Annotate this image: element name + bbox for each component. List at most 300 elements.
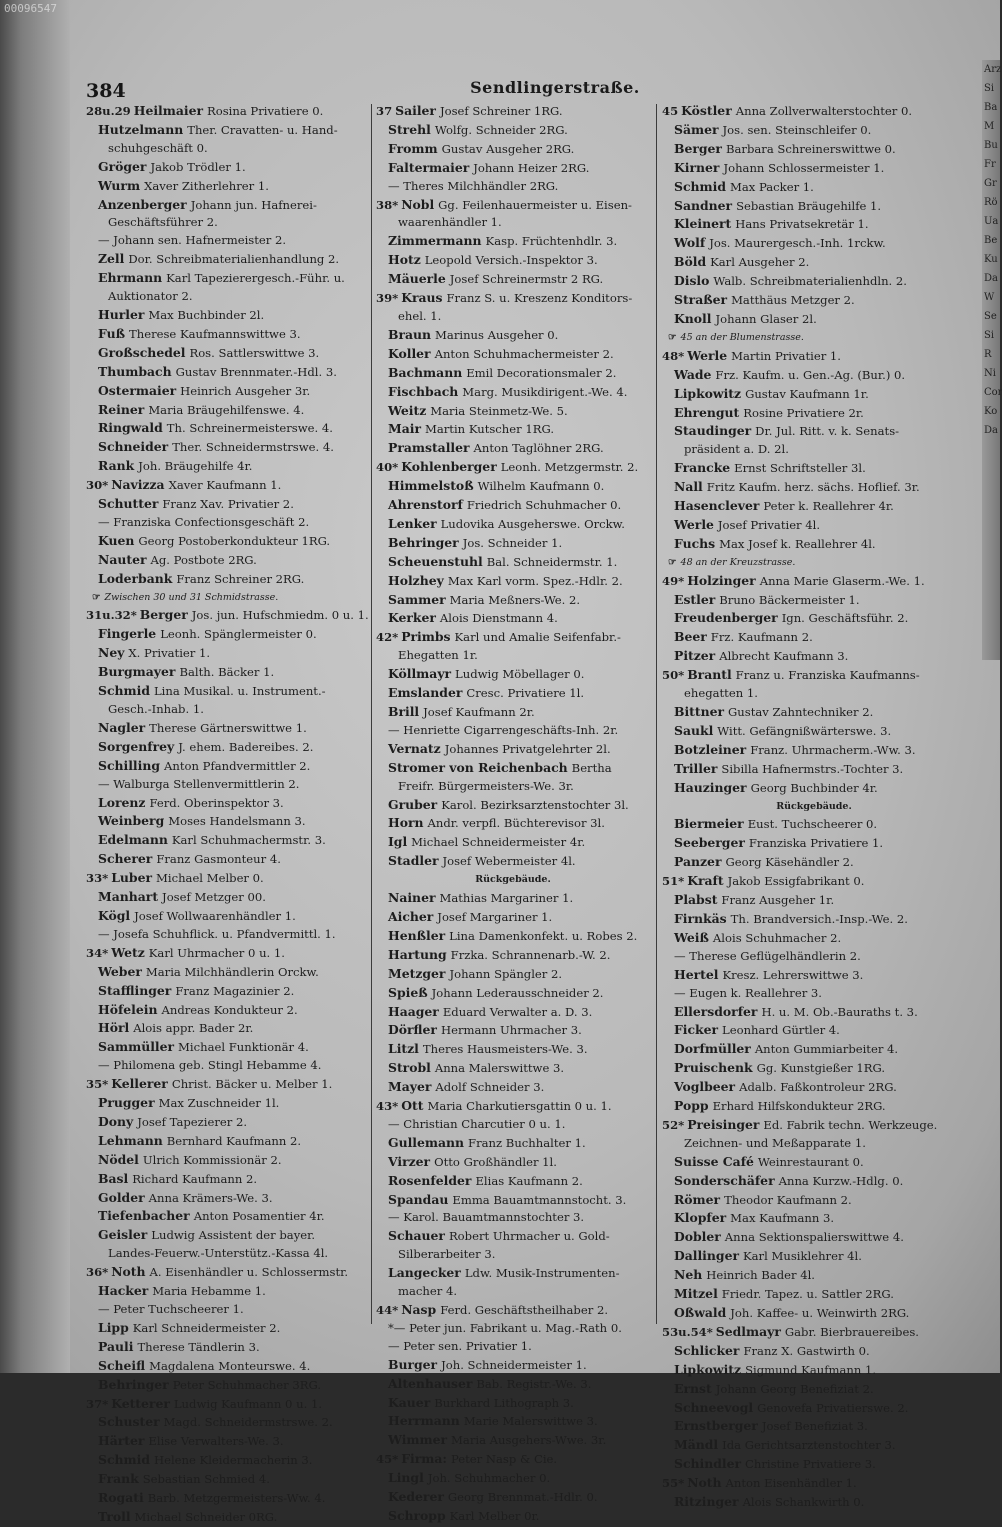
entry-details: Martin Kutscher 1RG. — [424, 422, 554, 437]
edge-fragment: Se — [984, 311, 997, 322]
directory-entry — [86, 1282, 368, 1301]
entry-details: Josef Metzger 00. — [162, 890, 266, 905]
pointing-hand-icon: ☞ — [92, 591, 101, 603]
column-3 — [662, 102, 966, 1510]
entry-details: Ros. Sattlerswittwe 3. — [189, 345, 320, 360]
edge-fragment: Ba — [984, 102, 998, 113]
house-number: 36* — [86, 1265, 109, 1280]
directory-entry — [662, 722, 966, 741]
directory-entry — [662, 159, 966, 178]
resident-surname: Firnkäs — [674, 910, 727, 926]
directory-entry — [376, 1246, 650, 1264]
resident-surname: Dorfmüller — [674, 1041, 751, 1057]
directory-entry — [86, 1413, 368, 1432]
directory-entry — [376, 214, 650, 232]
directory-entry — [376, 121, 650, 140]
house-number: 33* — [86, 871, 109, 886]
resident-surname: Kederer — [388, 1489, 444, 1505]
directory-entry — [662, 872, 966, 891]
resident-surname: Ott — [401, 1098, 424, 1114]
resident-surname: Sonderschäfer — [674, 1172, 775, 1188]
entry-details: Rückgebäude. — [776, 800, 852, 812]
resident-surname: Schropp — [388, 1507, 446, 1523]
entry-details: Joh. Schuhmacher 0. — [427, 1471, 551, 1486]
resident-surname: Preisinger — [687, 1116, 760, 1132]
resident-surname: Ritzinger — [674, 1494, 739, 1510]
entry-details: Adolf Schneider 3. — [435, 1080, 545, 1095]
resident-surname: Hertel — [674, 966, 719, 982]
directory-entry — [376, 1301, 650, 1320]
resident-surname: Nauter — [98, 551, 147, 567]
directory-entry — [376, 383, 650, 402]
directory-entry — [376, 684, 650, 703]
entry-details: Friedrich Schuhmacher 0. — [466, 498, 622, 513]
resident-surname: Scheuenstuhl — [388, 553, 483, 569]
resident-surname: Sämer — [674, 121, 719, 137]
resident-surname: Loderbank — [98, 570, 173, 586]
resident-surname: Wimmer — [388, 1432, 448, 1448]
entry-details: Michael Schneider 0RG. — [134, 1509, 278, 1524]
edge-fragment: Si — [984, 330, 995, 341]
edge-fragment: Fr — [984, 159, 996, 170]
entry-details: Franziska Privatiere 1. — [748, 836, 884, 851]
resident-surname: Werle — [687, 347, 728, 363]
entry-details: — Walburga Stellenvermittlerin 2. — [98, 776, 300, 791]
entry-details: Karl und Amalie Seifenfabr.- — [454, 630, 621, 645]
directory-entry — [376, 665, 650, 684]
edge-fragment: Si — [984, 83, 995, 94]
directory-entry — [376, 102, 650, 121]
directory-entry — [662, 1436, 966, 1455]
directory-entry — [86, 963, 368, 982]
resident-surname: Pramstaller — [388, 440, 470, 456]
edge-fragment: R — [984, 349, 992, 360]
entry-details: Johannes Privatgelehrter 2l. — [444, 741, 611, 756]
resident-surname: Ernst — [674, 1380, 712, 1396]
entry-details: Dor. Schreibmaterialienhandlung 2. — [128, 252, 340, 267]
house-number: 31u.32* — [86, 608, 137, 623]
directory-entry — [662, 102, 966, 121]
directory-entry — [662, 948, 966, 966]
resident-surname: Estler — [674, 591, 716, 607]
directory-entry — [376, 1450, 650, 1469]
house-number: 37* — [86, 1396, 109, 1411]
entry-details: Heinrich Ausgeher 3r. — [180, 383, 311, 398]
resident-surname: Hartung — [388, 946, 447, 962]
directory-entry — [86, 269, 368, 288]
entry-details: Witt. Gefängnißwärterswe. 3. — [717, 723, 892, 738]
resident-surname: Ernstberger — [674, 1418, 758, 1434]
directory-entry — [662, 422, 966, 441]
entry-details: ehel. 1. — [398, 308, 442, 323]
entry-details: Lina Musikal. u. Instrument.- — [153, 684, 326, 699]
directory-entry — [86, 888, 368, 907]
directory-entry — [662, 1342, 966, 1361]
directory-entry — [662, 985, 966, 1003]
resident-surname: Beer — [674, 629, 707, 645]
directory-entry — [662, 140, 966, 159]
resident-surname: Wetz — [111, 944, 145, 960]
entry-details: Barb. Metzgermeisters-Ww. 4. — [147, 1491, 326, 1506]
entry-details: Gesch.-Inhab. 1. — [108, 702, 204, 716]
resident-surname: Langecker — [388, 1265, 461, 1281]
resident-surname: Nasp — [401, 1302, 437, 1317]
resident-surname: Nödel — [98, 1151, 139, 1167]
house-number: 45 — [662, 104, 679, 118]
resident-surname: Schuster — [98, 1414, 160, 1430]
resident-surname: Wolf — [674, 235, 706, 251]
entry-details: Elise Verwalters-We. 3. — [148, 1434, 284, 1449]
resident-surname: Hacker — [98, 1283, 149, 1299]
entry-details: Peter Nasp & Cie. — [450, 1452, 558, 1467]
directory-entry — [376, 458, 650, 477]
entry-details: Ernst Schriftsteller 3l. — [734, 461, 866, 476]
resident-surname: Rank — [98, 458, 135, 474]
resident-surname: Bittner — [674, 704, 725, 719]
directory-entry — [376, 889, 650, 908]
directory-entry — [376, 326, 650, 345]
resident-surname: Schauer — [388, 1228, 445, 1244]
resident-surname: Höfelein — [98, 1001, 158, 1017]
resident-surname: Mayer — [388, 1079, 432, 1095]
entry-details: Freifr. Bürgermeisters-We. 3r. — [398, 778, 574, 793]
directory-entry — [86, 1376, 368, 1395]
directory-entry — [86, 401, 368, 420]
resident-surname: Emslander — [388, 685, 463, 701]
directory-entry — [86, 625, 368, 644]
directory-entry — [662, 272, 966, 291]
directory-entry — [86, 158, 368, 177]
entry-details: Alois Schankwirth 0. — [742, 1495, 865, 1510]
entry-details: Anton Schuhmachermeister 2. — [434, 346, 614, 361]
directory-entry — [662, 1003, 966, 1022]
entry-details: Max Buchbinder 2l. — [148, 307, 265, 322]
directory-entry — [662, 834, 966, 853]
entry-details: Kresz. Lehrerswittwe 3. — [722, 967, 864, 982]
entry-details: Josef Schreinermstr 2 RG. — [449, 272, 604, 287]
edge-fragment: W — [984, 292, 995, 303]
directory-entry — [662, 966, 966, 985]
resident-surname: Lingl — [388, 1470, 424, 1486]
entry-details: — Josefa Schuhflick. u. Pfandvermittl. 1. — [98, 926, 336, 941]
entry-details: Maria Ausgehers-Wwe. 3r. — [451, 1433, 607, 1448]
directory-entry — [662, 572, 966, 591]
resident-surname: Lipkowitz — [674, 385, 742, 401]
resident-surname: Himmelstoß — [388, 478, 474, 494]
resident-surname: Thumbach — [98, 363, 172, 379]
entry-details: Maria Bräugehilfenswe. 4. — [148, 402, 305, 417]
entry-details: Cresc. Privatiere 1l. — [466, 686, 585, 701]
directory-entry — [662, 1059, 966, 1078]
entry-details: Heinrich Bader 4l. — [706, 1268, 815, 1283]
entry-details: Anna Malerswittwe 3. — [434, 1061, 565, 1076]
directory-entry — [662, 1021, 966, 1040]
house-number: 50* — [662, 668, 685, 683]
directory-entry — [86, 944, 368, 963]
entry-details: Johann Heizer 2RG. — [473, 160, 590, 175]
edge-fragment: M — [984, 121, 995, 132]
entry-details: Ferd. Geschäftstheilhaber 2. — [440, 1303, 609, 1317]
directory-entry — [376, 1134, 650, 1153]
entry-details: Georg Buchbinder 4r. — [750, 780, 878, 795]
directory-entry — [86, 1001, 368, 1020]
directory-entry — [376, 1375, 650, 1394]
resident-surname: Bachmann — [388, 364, 463, 380]
resident-surname: Hörl — [98, 1020, 130, 1036]
entry-details: Ferd. Oberinspektor 3. — [149, 795, 284, 810]
directory-entry — [86, 438, 368, 457]
directory-entry — [86, 776, 368, 794]
resident-surname: Ringwald — [98, 420, 163, 436]
resident-surname: Kraft — [687, 873, 724, 889]
directory-entry — [662, 1380, 966, 1399]
resident-surname: Weber — [98, 963, 142, 979]
entry-details: Karl Ausgeher 2. — [710, 255, 810, 270]
house-number: 51* — [662, 874, 685, 889]
section-heading — [662, 798, 966, 816]
entry-details: Josef Benefiziat 3. — [761, 1419, 868, 1434]
directory-entry — [86, 344, 368, 363]
directory-entry — [86, 514, 368, 532]
entry-details: Maria Milchhändlerin Orckw. — [145, 964, 319, 979]
entry-details: Karl Schuhmachermstr. 3. — [171, 833, 326, 848]
entry-details: Josef Margariner 1. — [437, 909, 553, 924]
directory-entry — [662, 666, 966, 685]
resident-surname: Knoll — [674, 310, 712, 326]
directory-entry — [662, 121, 966, 140]
house-number: 52* — [662, 1117, 685, 1132]
resident-surname: Stromer von Reichenbach — [388, 759, 568, 775]
directory-entry — [662, 647, 966, 666]
entry-details: Wilhelm Kaufmann 0. — [477, 479, 605, 494]
entry-details: Anna Kurzw.-Hdlg. 0. — [778, 1173, 904, 1188]
entry-details: Rosina Privatiere 0. — [207, 104, 324, 118]
entry-details: Ludwig Kaufmann 0 u. 1. — [173, 1396, 323, 1411]
directory-entry — [86, 1207, 368, 1226]
resident-surname: Lorenz — [98, 794, 146, 810]
resident-surname: Dobler — [674, 1229, 721, 1245]
directory-entry — [86, 325, 368, 344]
pointing-hand-icon: ☞ — [668, 331, 677, 343]
directory-entry — [86, 1508, 368, 1527]
resident-surname: Schneider — [98, 439, 169, 455]
resident-surname: Brantl — [687, 667, 732, 683]
column-rule — [656, 104, 657, 1324]
directory-entry — [86, 869, 368, 888]
column-1 — [86, 102, 369, 1524]
entry-details: Marg. Musikdirigent.-We. 4. — [462, 384, 628, 399]
resident-surname: Ehrmann — [98, 270, 163, 286]
entry-details: Bab. Registr.-We. 3. — [476, 1376, 592, 1391]
resident-surname: Lipp — [98, 1319, 129, 1335]
resident-surname: Zell — [98, 251, 125, 267]
directory-entry — [376, 759, 650, 778]
entry-details: Landes-Feuerw.-Unterstütz.-Kassa 4l. — [108, 1246, 329, 1261]
entry-details: Anna Marie Glaserm.-We. 1. — [759, 573, 925, 588]
entry-details: Karl Melber 0r. — [449, 1508, 540, 1523]
entry-details: 48 an der Kreuzstrasse. — [680, 556, 796, 568]
resident-surname: Litzl — [388, 1041, 419, 1057]
entry-details: Franz Buchhalter 1. — [468, 1135, 586, 1150]
resident-surname: Klopfer — [674, 1210, 727, 1226]
entry-details: Marie Malerswittwe 3. — [463, 1414, 598, 1429]
directory-entry — [662, 478, 966, 497]
entry-details: Robert Uhrmacher u. Gold- — [448, 1229, 610, 1244]
entry-details: Christine Privatiere 3. — [745, 1457, 876, 1472]
entry-details: Franz u. Franziska Kaufmanns- — [735, 668, 920, 683]
resident-surname: Metzger — [388, 965, 446, 981]
entry-details: — Therese Geflügelhändlerin 2. — [674, 948, 861, 963]
entry-details: Franz S. u. Kreszenz Konditors- — [446, 291, 633, 306]
entry-details: Th. Schreinermeisterswe. 4. — [166, 421, 333, 436]
entry-details: Genovefa Privatierswe. 2. — [757, 1400, 909, 1415]
entry-details: Hermann Uhrmacher 3. — [440, 1023, 582, 1038]
directory-entry — [376, 591, 650, 610]
entry-details: — Peter Tuchscheerer 1. — [98, 1302, 244, 1316]
entry-details: Andr. verpfl. Büchterevisor 3l. — [427, 816, 605, 831]
entry-details: J. ehem. Badereibes. 2. — [178, 739, 314, 754]
directory-entry — [376, 534, 650, 553]
resident-surname: Schlicker — [674, 1342, 740, 1358]
resident-surname: Mäuerle — [388, 271, 446, 287]
entry-details: Georg Brennmat.-Hdlr. 0. — [447, 1490, 598, 1505]
entry-details: — Theres Milchhändler 2RG. — [388, 178, 559, 193]
entry-details: Magdalena Monteurswe. 4. — [149, 1358, 311, 1373]
directory-entry — [662, 779, 966, 798]
directory-entry — [86, 719, 368, 738]
directory-entry — [86, 1113, 368, 1132]
house-number: 45* — [376, 1452, 399, 1467]
entry-details: Anna Krämers-We. 3. — [148, 1190, 273, 1205]
entry-details: Alois appr. Bader 2r. — [133, 1021, 254, 1036]
directory-entry — [376, 852, 650, 871]
entry-details: Johann Glaser 2l. — [715, 311, 817, 326]
directory-entry — [86, 1470, 368, 1489]
directory-entry — [662, 535, 966, 554]
directory-entry — [662, 291, 966, 310]
directory-entry — [376, 1172, 650, 1191]
directory-entry — [86, 1489, 368, 1508]
directory-entry — [376, 965, 650, 984]
resident-surname: Stafflinger — [98, 982, 172, 998]
entry-details: Karl Uhrmacher 0 u. 1. — [148, 945, 285, 960]
resident-surname: Kauer — [388, 1394, 431, 1410]
resident-surname: Aicher — [388, 908, 434, 924]
directory-entry — [86, 682, 368, 701]
entry-details: Dr. Jul. Ritt. v. k. Senats- — [755, 424, 900, 439]
resident-surname: Pauli — [98, 1338, 134, 1354]
directory-entry — [376, 1153, 650, 1172]
entry-details: Ulrich Kommissionär 2. — [142, 1152, 282, 1167]
entry-details: ehegatten 1. — [684, 686, 758, 701]
directory-entry — [86, 1226, 368, 1245]
entry-details: Leonh. Metzgermstr. 2. — [500, 460, 639, 475]
entry-details: Michael Schneidermeister 4r. — [411, 835, 586, 850]
directory-entry — [86, 926, 368, 944]
entry-details: Josef Privatier 4l. — [717, 517, 821, 532]
entry-details: Ida Gerichtsarztenstochter 3. — [722, 1438, 896, 1453]
directory-entry — [376, 345, 650, 364]
entry-details: Gustav Ausgeher 2RG. — [441, 141, 575, 156]
entry-details: Maria Meßners-We. 2. — [449, 592, 581, 607]
entry-details: Franz Magazinier 2. — [175, 983, 295, 998]
entry-details: Frz. Kaufmann 2. — [710, 630, 813, 645]
directory-entry — [662, 628, 966, 647]
resident-surname: Dislo — [674, 273, 710, 289]
resident-surname: Geisler — [98, 1227, 148, 1243]
directory-entry — [376, 420, 650, 439]
directory-entry — [376, 1412, 650, 1431]
resident-surname: Basl — [98, 1170, 129, 1186]
resident-surname: Berger — [139, 607, 188, 623]
entry-details: Anna Sektionspalierswittwe 4. — [724, 1230, 904, 1245]
entry-details: Gustav Kaufmann 1r. — [745, 386, 869, 401]
resident-surname: Weiß — [674, 929, 709, 945]
entry-details: Silberarbeiter 3. — [398, 1247, 496, 1262]
resident-surname: Schutter — [98, 496, 159, 512]
directory-entry — [86, 757, 368, 776]
directory-entry — [86, 102, 368, 121]
directory-entry — [376, 553, 650, 572]
directory-entry — [662, 591, 966, 610]
entry-details: Ludovika Ausgeherswe. Orckw. — [440, 516, 625, 531]
entry-details: Balth. Bäcker 1. — [179, 665, 275, 680]
resident-surname: Strehl — [388, 121, 431, 137]
resident-surname: Anzenberger — [98, 196, 187, 212]
entry-details: Max Packer 1. — [729, 179, 814, 194]
directory-entry — [86, 1038, 368, 1057]
entry-details: Leopold Versich.-Inspektor 3. — [424, 253, 598, 268]
entry-details: Georg Postoberkondukteur 1RG. — [138, 533, 331, 548]
resident-surname: Seeberger — [674, 835, 745, 851]
entry-details: Therese Tändlerin 3. — [137, 1339, 260, 1354]
directory-entry — [86, 551, 368, 570]
entry-details: H. u. M. Ob.-Bauraths t. 3. — [761, 1004, 918, 1019]
entry-details: Alois Dienstmann 4. — [439, 611, 558, 626]
entry-details: Ed. Fabrik techn. Werkzeuge. — [763, 1117, 938, 1132]
resident-surname: Dallinger — [674, 1248, 739, 1264]
directory-entry — [376, 833, 650, 852]
directory-entry — [86, 794, 368, 813]
directory-entry — [376, 308, 650, 326]
entry-details: Leonhard Gürtler 4. — [722, 1023, 840, 1038]
directory-entry — [662, 1097, 966, 1116]
resident-surname: Mitzel — [674, 1286, 718, 1302]
entry-details: Rosine Privatiere 2r. — [743, 405, 864, 420]
entry-details: Ag. Postbote 2RG. — [150, 552, 257, 567]
directory-entry — [86, 1245, 368, 1263]
entry-details: Ther. Schneidermstrswe. 4. — [172, 440, 334, 455]
directory-entry — [376, 1021, 650, 1040]
resident-surname: Behringer — [388, 534, 459, 550]
resident-surname: Brill — [388, 704, 420, 719]
house-number: 38* — [376, 197, 399, 212]
street-note — [662, 329, 966, 347]
edge-fragment: Ni — [984, 368, 996, 379]
directory-entry — [376, 251, 650, 270]
resident-surname: Scherer — [98, 851, 153, 867]
directory-entry — [662, 910, 966, 929]
entry-details: Max Karl vorm. Spez.-Hdlr. 2. — [447, 573, 623, 588]
directory-entry — [662, 516, 966, 535]
entry-details: Burkhard Lithograph 3. — [434, 1395, 574, 1410]
resident-surname: Neh — [674, 1267, 703, 1283]
resident-surname: Noth — [111, 1264, 146, 1280]
entry-details: — Peter sen. Privatier 1. — [388, 1338, 532, 1353]
entry-details: Xaver Kaufmann 1. — [168, 478, 282, 493]
directory-entry — [662, 891, 966, 910]
resident-surname: Frank — [98, 1471, 139, 1487]
